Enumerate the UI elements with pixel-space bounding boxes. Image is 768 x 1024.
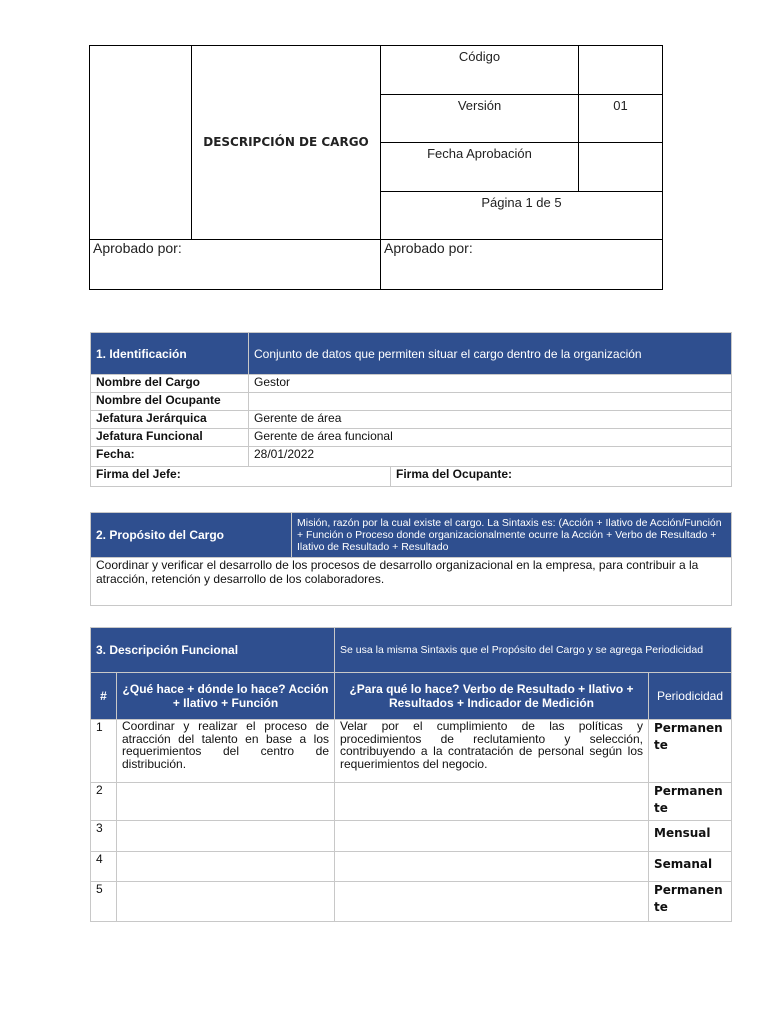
field-label: Jefatura Funcional [91,429,249,447]
row-que[interactable] [117,852,335,882]
row-para[interactable]: Velar por el cumplimiento de las políticas y procedimientos de reclutamiento y selección, contribuyendo a la contratación de personal según los requerimientos del negocio. [335,720,649,783]
col-para-header: ¿Para qué lo hace? Verbo de Resultado + Ilativo + Resultados + Indicador de Medición [335,673,649,720]
identificacion-description: Conjunto de datos que permiten situar el cargo dentro de la organización [249,333,732,375]
row-num: 3 [91,821,117,852]
field-value[interactable]: 28/01/2022 [249,447,732,467]
table-row [91,447,732,467]
col-que-header: ¿Qué hace + dónde lo hace? Acción + Ilativo + Función [117,673,335,720]
row-que[interactable] [117,783,335,821]
row-num: 1 [91,720,117,783]
row-para[interactable] [335,783,649,821]
row-num: 5 [91,882,117,922]
row-para[interactable] [335,882,649,922]
table-row [91,720,732,783]
col-periodicidad-header: Periodicidad [649,673,732,720]
row-que[interactable] [117,882,335,922]
aprobado-por-left: Aprobado por: [90,239,381,289]
version-value: 01 [579,95,663,143]
row-periodicidad[interactable]: Semanal [649,852,732,882]
identificacion-table [90,332,732,487]
row-num: 2 [91,783,117,821]
funcional-table [90,627,732,922]
field-value[interactable] [249,393,732,411]
funcional-description: Se usa la misma Sintaxis que el Propósito del Cargo y se agrega Periodicidad [335,628,732,673]
codigo-value [579,46,663,95]
field-value[interactable]: Gestor [249,375,732,393]
table-row [91,429,732,447]
aprobado-por-right: Aprobado por: [381,239,663,289]
page-number: Página 1 de 5 [381,191,663,239]
row-para[interactable] [335,821,649,852]
row-num: 4 [91,852,117,882]
proposito-description: Misión, razón por la cual existe el cargo. La Sintaxis es: (Acción + Ilativo de Acción/Función + Función o Proceso donde organizacionalmente ocurre la Acción + Verbo de Resultado + Ilativo de Resultado + Resultado [292,513,732,558]
funcional-heading: 3. Descripción Funcional [91,628,335,673]
fecha-aprobacion-label: Fecha Aprobación [381,143,579,191]
field-label: Nombre del Ocupante [91,393,249,411]
col-num-header: # [91,673,117,720]
field-value[interactable]: Gerente de área [249,411,732,429]
fecha-aprobacion-value [579,143,663,191]
row-periodicidad[interactable]: Mensual [649,821,732,852]
table-row [91,882,732,922]
firma-ocupante[interactable]: Firma del Ocupante: [391,467,732,487]
table-row [91,411,732,429]
codigo-label: Código [381,46,579,95]
field-label: Jefatura Jerárquica [91,411,249,429]
row-que[interactable]: Coordinar y realizar el proceso de atracción del talento en base a los requerimientos del centro de distribución. [117,720,335,783]
field-value[interactable]: Gerente de área funcional [249,429,732,447]
row-periodicidad[interactable]: Permanente [649,720,732,783]
logo-cell [90,46,192,240]
version-label: Versión [381,95,579,143]
document-header-table [89,45,663,290]
table-row [91,467,732,487]
proposito-table [90,512,732,606]
table-row [91,783,732,821]
proposito-text[interactable]: Coordinar y verificar el desarrollo de los procesos de desarrollo organizacional en la empresa, para contribuir a la atracción, retención y desarrollo de los colaboradores. [91,558,732,606]
row-para[interactable] [335,852,649,882]
field-label: Fecha: [91,447,249,467]
field-label: Nombre del Cargo [91,375,249,393]
identificacion-heading: 1. Identificación [91,333,249,375]
document-title: DESCRIPCIÓN DE CARGO [192,46,381,240]
proposito-heading: 2. Propósito del Cargo [91,513,292,558]
table-row [91,821,732,852]
row-periodicidad[interactable]: Permanente [649,783,732,821]
firma-jefe[interactable]: Firma del Jefe: [91,467,391,487]
table-row [91,852,732,882]
table-row [91,393,732,411]
row-periodicidad[interactable]: Permanente [649,882,732,922]
table-row [91,375,732,393]
row-que[interactable] [117,821,335,852]
